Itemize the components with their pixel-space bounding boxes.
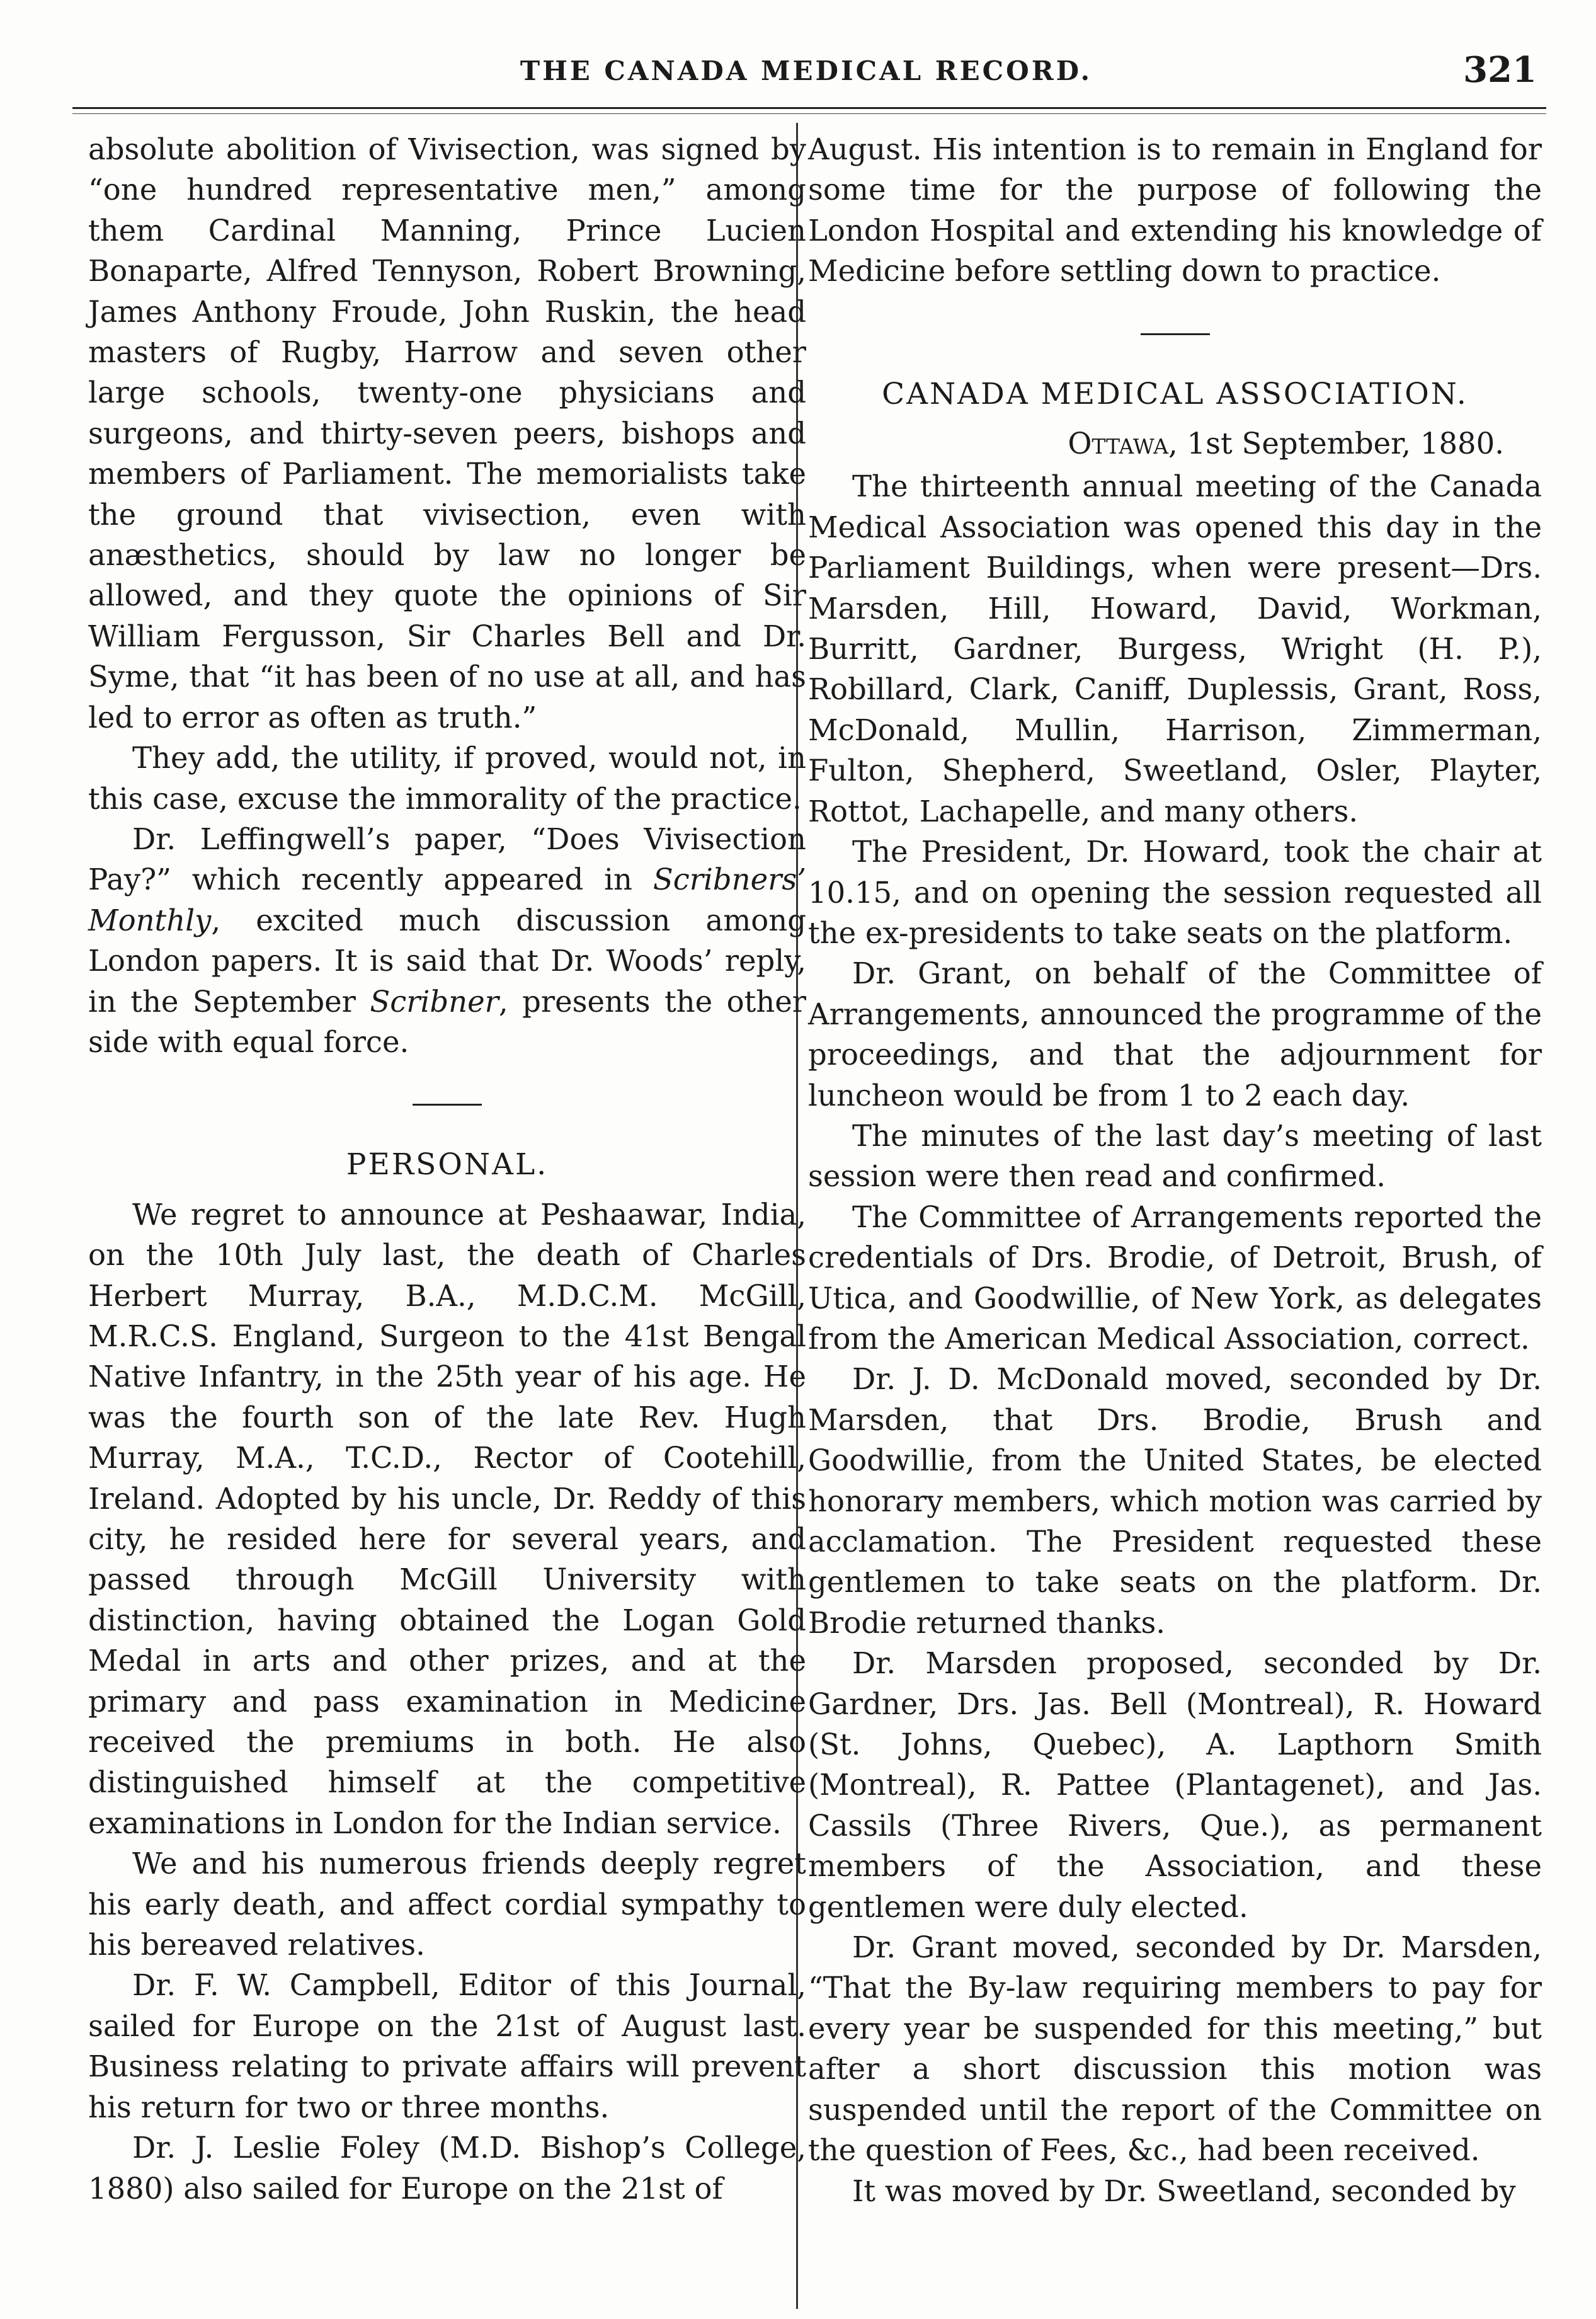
journal-title: THE CANADA MEDICAL RECORD. [520,55,1093,86]
leffingwell-text-a: Dr. Leffingwell’s paper, “Does Vivisection Pay?” which recently appeared in [88,822,806,897]
paragraph-vivisection-memorial: absolute abolition of Vivisection, was signed by “one hundred representative men,” among them Cardinal Manning, Prince Lucien Bonaparte, Alfred Tennyson, Robert Browning, James Anthony Froude, John Ruskin, the head masters of Rugby, Harrow and seven other large schools, twenty-one physicians and surgeons, and thirty-seven peers, bishops and members of Parliament. The memorialists take the ground that vivisection, even with anæsthetics, should by law no longer be allowed, and they quote the opinions of Sir William Fergusson, Sir Charles Bell and Dr. Syme, that “it has been of no use at all, and has led to error as often as truth.” [88,132,806,735]
scribner-title: Scribner [370,984,499,1019]
paragraph-credentials: The Committee of Arrangements reported the credentials of Drs. Brodie, of Detroit, Brush, of Utica, and Goodwillie, of New York, as delegates from the American Medical Association, correct. [808,1200,1542,1356]
left-column [88,129,806,2209]
leffingwell-text-b: , excited much discussion among London papers. It is said that Dr. Woods’ reply, in the September [88,903,806,1019]
dateline-date: , 1st September, 1880. [1168,427,1504,461]
paragraph-sweetland-motion: It was moved by Dr. Sweetland, seconded by [852,2173,1516,2208]
paragraph-foley: Dr. J. Leslie Foley (M.D. Bishop’s College, 1880) also sailed for Europe on the 21st of [88,2131,806,2206]
paragraph-bylaw-motion: Dr. Grant moved, seconded by Dr. Marsden, “That the By-law requiring members to pay for every year be suspended for this meeting,” but after a short discussion this motion was suspended until the report of the Committee on the question of Fees, &c., had been received. [808,1930,1542,2168]
paragraph-permanent-members: Dr. Marsden proposed, seconded by Dr. Gardner, Drs. Jas. Bell (Montreal), R. Howard (St. Johns, Quebec), A. Lapthorn Smith (Montreal), R. Pattee (Plantagenet), and Jas. Cassils (Three Rivers, Que.), as permanent members of the Association, and these gentlemen were duly elected. [808,1646,1542,1924]
paragraph-leffingwell [88,819,806,1062]
paragraph-foley-continued: August. His intention is to remain in England for some time for the purpose of following the London Hospital and extending his knowledge of Medicine before settling down to practice. [808,132,1542,289]
right-column [808,129,1542,2211]
dateline-city: Ottawa [1068,427,1168,461]
section-divider [413,1104,482,1106]
personal-heading: PERSONAL. [346,1147,549,1182]
header-rule-thin [72,113,1546,114]
running-head [76,49,1537,93]
paragraph-president-chair: The President, Dr. Howard, took the chair at 10.15, and on opening the session requested all the ex-presidents to take seats on the platform. [808,835,1542,950]
scribners-monthly-title: Scribners’ Monthly [88,862,806,937]
association-heading: CANADA MEDICAL ASSOCIATION. [882,376,1468,411]
paragraph-honorary-members: Dr. J. D. McDonald moved, seconded by Dr. Marsden, that Drs. Brodie, Brush and Goodwillie, from the United States, be elected honorary members, which motion was carried by acclamation. The President requested these gentlemen to take seats on the platform. Dr. Brodie returned thanks. [808,1362,1542,1640]
paragraph-campbell: Dr. F. W. Campbell, Editor of this Journal, sailed for Europe on the 21st of August last. Business relating to private affairs will prevent his return for two or three months. [88,1968,806,2124]
paragraph-utility: They add, the utility, if proved, would not, in this case, excuse the immorality of the practice. [88,741,806,816]
section-divider [1141,333,1210,335]
header-rule [72,107,1546,109]
page-number: 321 [1463,49,1537,91]
paragraph-murray-obituary: We regret to announce at Peshaawar, India, on the 10th July last, the death of Charles Herbert Murray, B.A., M.D.C.M. McGill, M.R.C.S. England, Surgeon to the 41st Bengal Native Infantry, in the 25th year of his age. He was the fourth son of the late Rev. Hugh Murray, M.A., T.C.D., Rector of Cootehill, Ireland. Adopted by his uncle, Dr. Reddy of this city, he resided here for several years, and passed through McGill University with distinction, having obtained the Logan Gold Medal in arts and other prizes, and at the primary and pass examination in Medicine received the premiums in both. He also distinguished himself at the competitive examinations in London for the Indian service. [88,1197,806,1840]
paragraph-condolence: We and his numerous friends deeply regret his early death, and affect cordial sympathy to his bereaved relatives. [88,1847,806,1962]
paragraph-programme: Dr. Grant, on behalf of the Committee of Arrangements, announced the programme of the proceedings, and that the adjournment for luncheon would be from 1 to 2 each day. [808,956,1542,1113]
paragraph-annual-meeting: The thirteenth annual meeting of the Canada Medical Association was opened this day in the Parliament Buildings, when were present—Drs. Marsden, Hill, Howard, David, Workman, Burritt, Gardner, Burgess, Wright (H. P.), Robillard, Clark, Caniff, Duplessis, Grant, Ross, McDonald, Mullin, Harrison, Zimmerman, Fulton, Shepherd, Sweetland, Osler, Playter, Rottot, Lachapelle, and many others. [808,469,1542,828]
leffingwell-text-c: , presents the other side with equal force. [88,984,806,1059]
paragraph-minutes: The minutes of the last day’s meeting of last session were then read and confirmed. [808,1118,1542,1194]
dateline [808,423,1542,464]
